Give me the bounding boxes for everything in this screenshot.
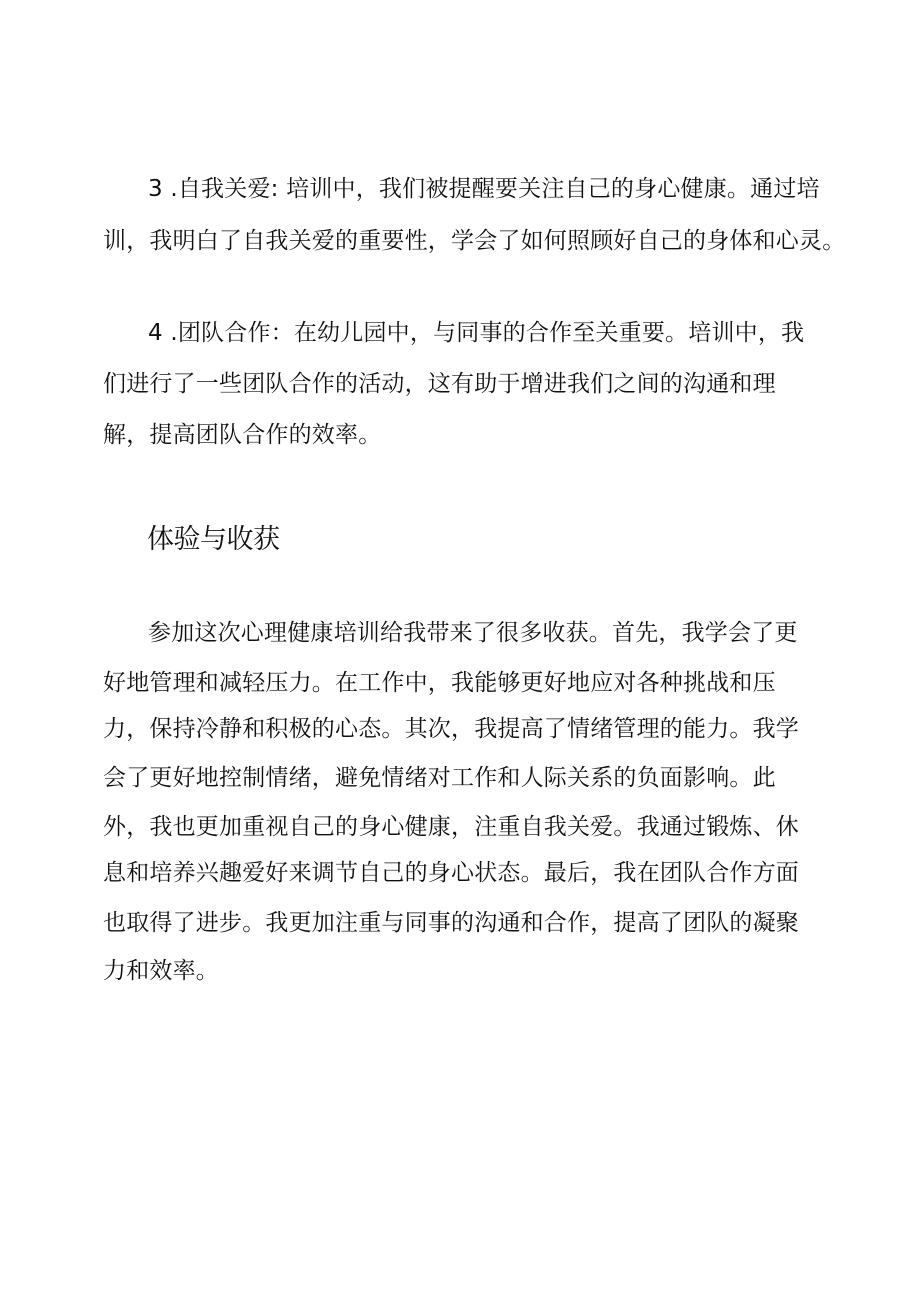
- text-line: 力，保持冷静和积极的心态。其次，我提高了情绪管理的能力。我学: [103, 716, 799, 742]
- text-line: 4 .团队合作：在幼儿园中，与同事的合作至关重要。培训中，我: [148, 320, 805, 346]
- text-line: 力和效率。: [103, 958, 219, 984]
- text-line: 参加这次心理健康培训给我带来了很多收获。首先，我学会了更: [148, 620, 798, 646]
- text-line: 也取得了进步。我更加注重与同事的沟通和合作，提高了团队的凝聚: [103, 910, 799, 936]
- text-line: 息和培养兴趣爱好来调节自己的身心状态。最后，我在团队合作方面: [103, 860, 799, 886]
- text-line: 解，提高团队合作的效率。: [103, 422, 382, 448]
- text-line: 训，我明白了自我关爱的重要性，学会了如何照顾好自己的身体和心灵。: [103, 228, 846, 254]
- text-line: 外，我也更加重视自己的身心健康，注重自我关爱。我通过锻炼、休: [103, 814, 799, 840]
- text-line: 好地管理和减轻压力。在工作中，我能够更好地应对各种挑战和压: [103, 670, 776, 696]
- text-line: 3 .自我关爱: 培训中，我们被提醒要关注自己的身心健康。通过培: [148, 176, 820, 202]
- section-heading: 体验与收获: [147, 524, 280, 555]
- text-line: 会了更好地控制情绪，避免情绪对工作和人际关系的负面影响。此: [103, 765, 776, 791]
- text-line: 们进行了一些团队合作的活动，这有助于增进我们之间的沟通和理: [103, 371, 776, 397]
